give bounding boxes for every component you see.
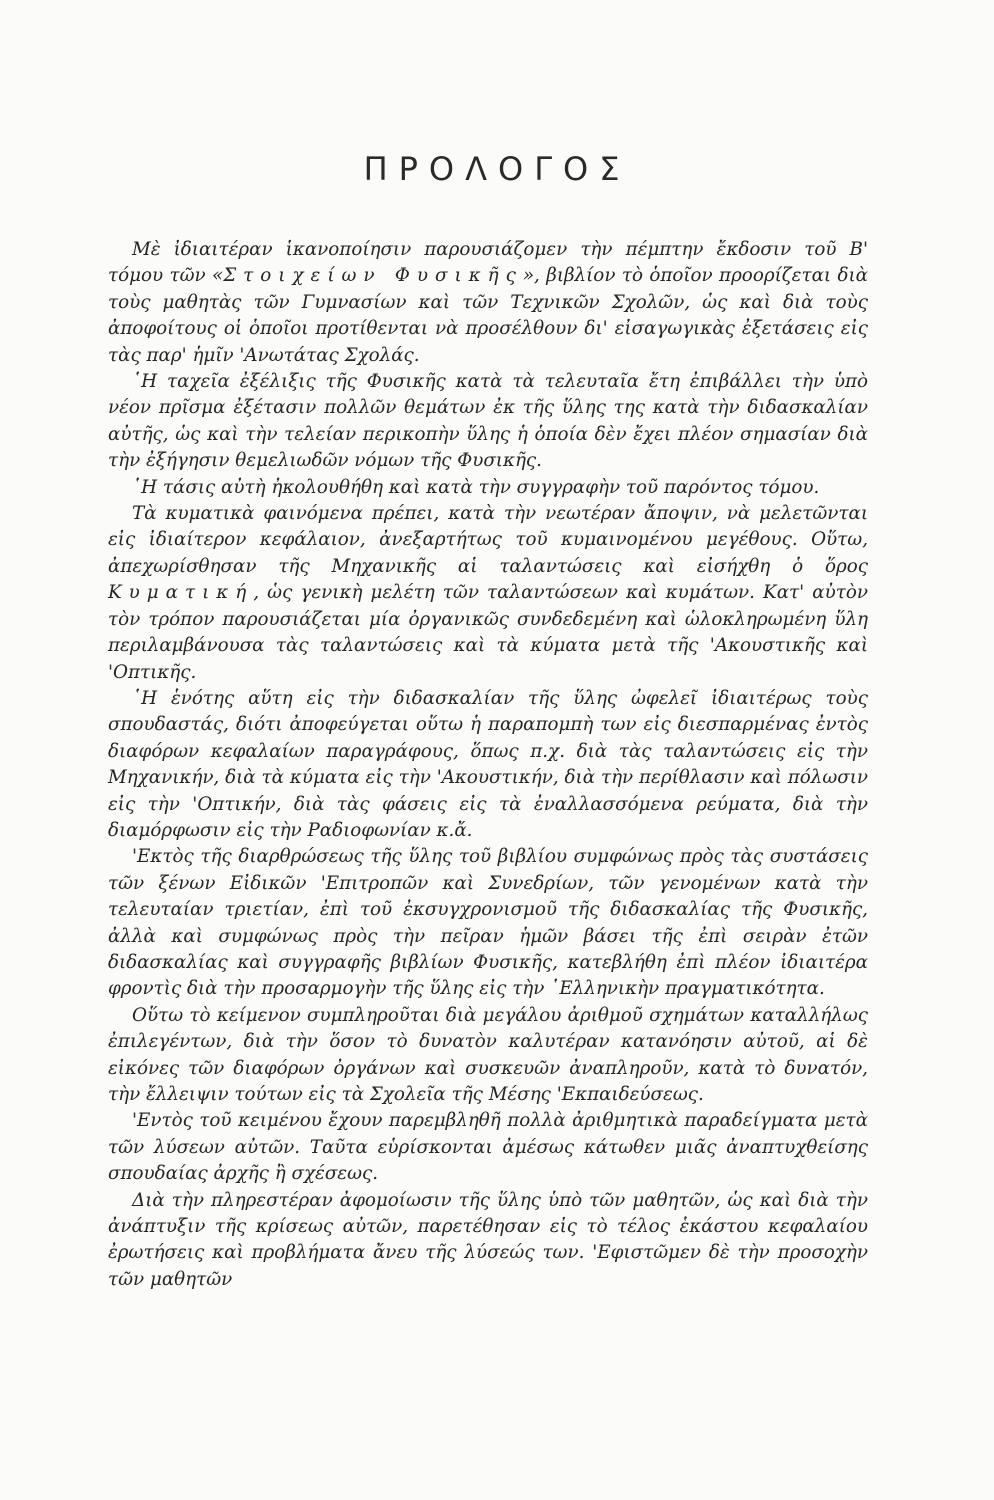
paragraph-1	[108, 237, 868, 369]
paragraph-text: Διὰ τὴν πληρεστέραν ἀφομοίωσιν τῆς ὕλης ὑπὸ τῶν μαθητῶν, ὡς καὶ διὰ τὴν ἀνάπτυξιν τῆς κρίσεως αὐτῶν, παρετέθησαν εἰς τὸ τέλος ἑκάστου κεφαλαίου ἐρωτήσεις καὶ προβλήματα ἄνευ τῆς λύσεώς των. 'Εφιστῶμεν δὲ τὴν προσοχὴν τῶν μαθητῶν	[108, 1189, 868, 1290]
paragraph-6	[108, 844, 868, 1002]
page-title: ΠΡΟΛΟΓΟΣ	[363, 150, 631, 188]
prologue-body	[108, 237, 868, 1293]
paragraph-text: 'Εκτὸς τῆς διαρθρώσεως τῆς ὕλης τοῦ βιβλίου συμφώνως πρὸς τὰς συστάσεις τῶν ξένων Εἰδικῶν 'Επιτροπῶν καὶ Συνεδρίων, τῶν γενομένων κατὰ τὴν τελευταίαν τριετίαν, ἐπὶ τοῦ ἐκσυγχρονισμοῦ τῆς διδασκαλίας τῆς Φυσικῆς, ἀλλὰ καὶ συμφώνως πρὸς τὴν πεῖραν ἡμῶν βάσει τῆς ἐπὶ σειρὰν ἐτῶν διδασκαλίας καὶ συγγραφῆς βιβλίων Φυσικῆς, κατεβλήθη ἐπὶ πλέον ἰδιαιτέρα φροντὶς διὰ τὴν προσαρμογὴν τῆς ὕλης εἰς τὴν ῾Ελληνικὴν πραγματικότητα.	[108, 846, 868, 1000]
paragraph-text: Τὰ κυματικὰ φαινόμενα πρέπει, κατὰ τὴν νεωτέραν ἄποψιν, νὰ μελετῶνται εἰς ἰδιαίτερον κεφάλαιον, ἀνεξαρτήτως τοῦ κυμαινομένου μεγέθους. Οὕτω, ἀπεχωρίσθησαν τῆς Μηχανικῆς αἱ ταλαντώσεις καὶ εἰσήχθη ὁ ὅρος	[108, 503, 868, 577]
paragraph-text: Μὲ ἰδιαιτέραν ἱκανοποίησιν παρουσιάζομεν τὴν πέμπτην ἔκδοσιν τοῦ Β' τόμου τῶν «	[108, 239, 868, 287]
paragraph-5	[108, 686, 868, 844]
spaced-book-title: Στοιχείων Φυσικῆς	[223, 265, 523, 287]
paragraph-text: , ὡς γενικὴ μελέτη τῶν ταλαντώσεων καὶ κυμάτων. Κατ' αὐτὸν τὸν τρόπον παρουσιάζεται μία ὀργανικῶς συνδεδεμένη καὶ ὡλοκληρωμένη ὕλη περιλαμβάνουσα τὰς ταλαντώσεις καὶ τὰ κύματα μετὰ τῆς 'Ακουστικῆς καὶ 'Οπτικῆς.	[108, 582, 868, 683]
spaced-term: Κυματική	[108, 582, 254, 604]
paragraph-text: ῾Η ταχεῖα ἐξέλιξις τῆς Φυσικῆς κατὰ τὰ τελευταῖα ἔτη ἐπιβάλλει τὴν ὑπὸ νέον πρῖσμα ἐξέτασιν πολλῶν θεμάτων ἐκ τῆς ὕλης της κατὰ τὴν διδασκαλίαν αὐτῆς, ὡς καὶ τὴν τελείαν περικοπὴν ὕλης ἡ ὁποία δὲν ἔχει πλέον σημασίαν διὰ τὴν ἐξήγησιν θεμελιωδῶν νόμων τῆς Φυσικῆς.	[108, 371, 868, 472]
paragraph-text: ῾Η ἑνότης αὕτη εἰς τὴν διδασκαλίαν τῆς ὕλης ὠφελεῖ ἰδιαιτέρως τοὺς σπουδαστάς, διότι ἀποφεύγεται οὕτω ἡ παραπομπὴ των εἰς διεσπαρμένας ἐντὸς διαφόρων κεφαλαίων παραγράφους, ὅπως π.χ. διὰ τὰς ταλαντώσεις εἰς τὴν Μηχανικήν, διὰ τὰ κύματα εἰς τὴν 'Ακουστικήν, διὰ τὴν περίθλασιν καὶ πόλωσιν εἰς τὴν 'Οπτικήν, διὰ τὰς φάσεις εἰς τὰ ἐναλλασσόμενα ρεύματα, διὰ τὴν διαμόρφωσιν εἰς τὴν Ραδιοφωνίαν κ.ἄ.	[108, 687, 868, 841]
paragraph-3	[108, 475, 868, 501]
paragraph-text: Οὕτω τὸ κείμενον συμπληροῦται διὰ μεγάλου ἀριθμοῦ σχημάτων καταλλήλως ἐπιλεγέντων, διὰ τὴν ὅσον τὸ δυνατὸν καλυτέραν κατανόησιν αὐτοῦ, αἱ δὲ εἰκόνες τῶν διαφόρων ὀργάνων καὶ συσκευῶν ἀναπληροῦν, κατὰ τὸ δυνατόν, τὴν ἔλλειψιν τούτων εἰς τὰ Σχολεῖα τῆς Μέσης 'Εκπαιδεύσεως.	[108, 1004, 868, 1105]
paragraph-4	[108, 501, 868, 686]
paragraph-8	[108, 1108, 868, 1187]
paragraph-text: », βιβλίον τὸ ὁποῖον προορίζεται διὰ τοὺς μαθητὰς τῶν Γυμνασίων καὶ τῶν Τεχνικῶν Σχολῶν, ὡς καὶ διὰ τοὺς ἀποφοίτους οἱ ὁποῖοι προτίθενται νὰ προσέλθουν δι' εἰσαγωγικὰς ἐξετάσεις εἰς τὰς παρ' ἡμῖν 'Ανωτάτας Σχολάς.	[108, 265, 868, 366]
paragraph-7	[108, 1003, 868, 1109]
paragraph-9	[108, 1188, 868, 1294]
paragraph-2	[108, 369, 868, 475]
paragraph-text: 'Εντὸς τοῦ κειμένου ἔχουν παρεμβληθῆ πολλὰ ἀριθμητικὰ παραδείγματα μετὰ τῶν λύσεων αὐτῶν. Ταῦτα εὑρίσκονται ἀμέσως κάτωθεν μιᾶς ἀναπτυχθείσης σπουδαίας ἀρχῆς ἢ σχέσεως.	[108, 1110, 868, 1185]
paragraph-text: ῾Η τάσις αὐτὴ ἠκολουθήθη καὶ κατὰ τὴν συγγραφὴν τοῦ παρόντος τόμου.	[132, 476, 820, 498]
